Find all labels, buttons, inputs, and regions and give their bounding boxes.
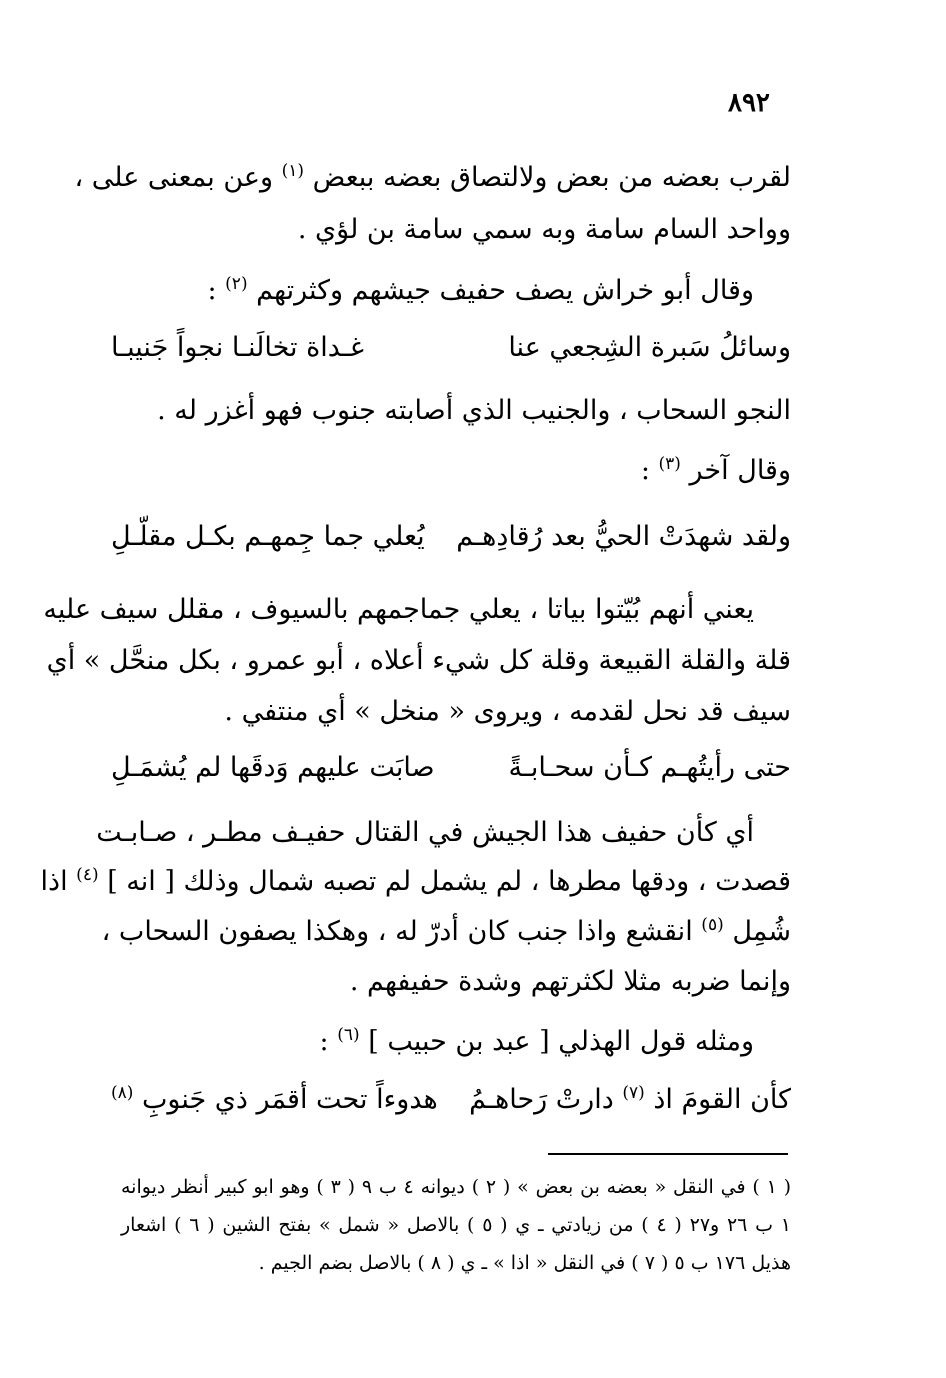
verse-first-hemistich: حتى رأيتُهـم كـأن سحـابـةً [508, 752, 791, 783]
paragraph-line: النجو السحاب ، والجنيب الذي أصابته جنوب فهو أغزر له . [157, 395, 791, 426]
text-run: اذا [40, 866, 68, 897]
paragraph-line: قلة والقلة القبيعة وقلة كل شيء أعلاه ، أبو عمرو ، بكل منحَّل » أي [46, 645, 791, 676]
text-run: كأن القومَ اذ [653, 1084, 791, 1115]
text-run: انقشع واذا جنب كان أدرّ له ، وهكذا يصفون السحاب ، [101, 916, 693, 947]
verse-second-hemistich: يُعلي جما جِمهـم بكـل مقلّـلِ [111, 521, 425, 552]
paragraph-line [40, 862, 791, 902]
paragraph-line: أي كأن حفيف هذا الجيش في القتال حفيـف مطـر ، صـابـت [96, 817, 754, 848]
footnote-reference: (٤) [76, 865, 99, 885]
verse-second-hemistich [111, 1080, 438, 1120]
paragraph-line [121, 271, 754, 311]
verse-line [111, 328, 791, 368]
text-run: لقرب بعضه من بعض ولالتصاق بعضه ببعض [312, 162, 791, 193]
footnote-separator [548, 1153, 788, 1155]
text-run: شُمِل [732, 916, 791, 947]
footnote-line: هذيل ١٧٦ ب ٥ ( ٧ ) في النقل « اذا » ـ ي ( ٨ ) بالاصل بضم الجيم . [258, 1252, 791, 1274]
paragraph-line: يعني أنهم بُيّتوا بياتا ، يعلي جماجمهم بالسيوف ، مقلل سيف عليه [43, 594, 754, 625]
footnote-line: ١ ب ٢٦ و٢٧ ( ٤ ) من زيادتي ـ ي ( ٥ ) بالاصل « شمل » بفتح الشين ( ٦ ) اشعار [121, 1214, 792, 1236]
verse-line [111, 1080, 791, 1120]
text-run: : [319, 1026, 329, 1057]
verse-line [111, 517, 791, 557]
text-run: قصدت ، ودقها مطرها ، لم يشمل لم تصبه شمال وذلك [ انه ] [107, 866, 791, 897]
paragraph-line [74, 158, 791, 198]
footnote-reference: (٣) [658, 454, 681, 474]
verse-line [111, 748, 791, 788]
footnote-reference: (٧) [622, 1083, 645, 1103]
footnote-reference: (٦) [337, 1025, 360, 1045]
text-run: وقال أبو خراش يصف حفيف جيشهم وكثرتهم [256, 275, 754, 306]
paragraph-line: وإنما ضربه مثلا لكثرتهم وشدة حفيفهم . [349, 966, 791, 997]
verse-second-hemistich: غـداة تخالَنـا نجواً جَنيبـا [111, 332, 364, 363]
text-run: وعن بمعنى على ، [74, 162, 274, 193]
paragraph-line: وواحد السام سامة وبه سمي سامة بن لؤي . [297, 214, 791, 245]
text-run: هدوءاً تحت أقمَر ذي جَنوبِ [142, 1084, 438, 1115]
text-run: وقال آخر [689, 455, 791, 486]
verse-first-hemistich [469, 1080, 791, 1120]
footnote-reference: (٥) [701, 915, 724, 935]
verse-first-hemistich: وسائلُ سَبرة الشِجعي عنا [508, 332, 791, 363]
text-run: ومثله قول الهذلي [ عبد بن حبيب ] [368, 1026, 754, 1057]
paragraph-line [121, 451, 791, 491]
footnote-reference: (٨) [111, 1083, 134, 1103]
paragraph-line [121, 1022, 754, 1062]
text-run: دارتْ رَحاهـمُ [469, 1084, 614, 1115]
verse-first-hemistich: ولقد شهدَتْ الحيُّ بعد رُقادِهـم [456, 521, 791, 552]
footnote-line: ( ١ ) في النقل « بعضه بن بعض » ( ٢ ) ديوانه ٤ ب ٩ ( ٣ ) وهو ابو كبير أنظر ديوانه [121, 1176, 791, 1198]
text-run: : [640, 455, 650, 486]
footnote-reference: (٢) [225, 274, 248, 294]
paragraph-line [101, 912, 791, 952]
verse-second-hemistich: صابَت عليهم وَدقَها لم يُشمَـلِ [111, 752, 435, 783]
footnote-reference: (١) [281, 161, 305, 181]
paragraph-line: سيف قد نحل لقدمه ، ويروى « منخل » أي منتفي . [224, 696, 791, 727]
text-run: : [207, 275, 217, 306]
page-number: ٨٩٢ [728, 88, 770, 118]
